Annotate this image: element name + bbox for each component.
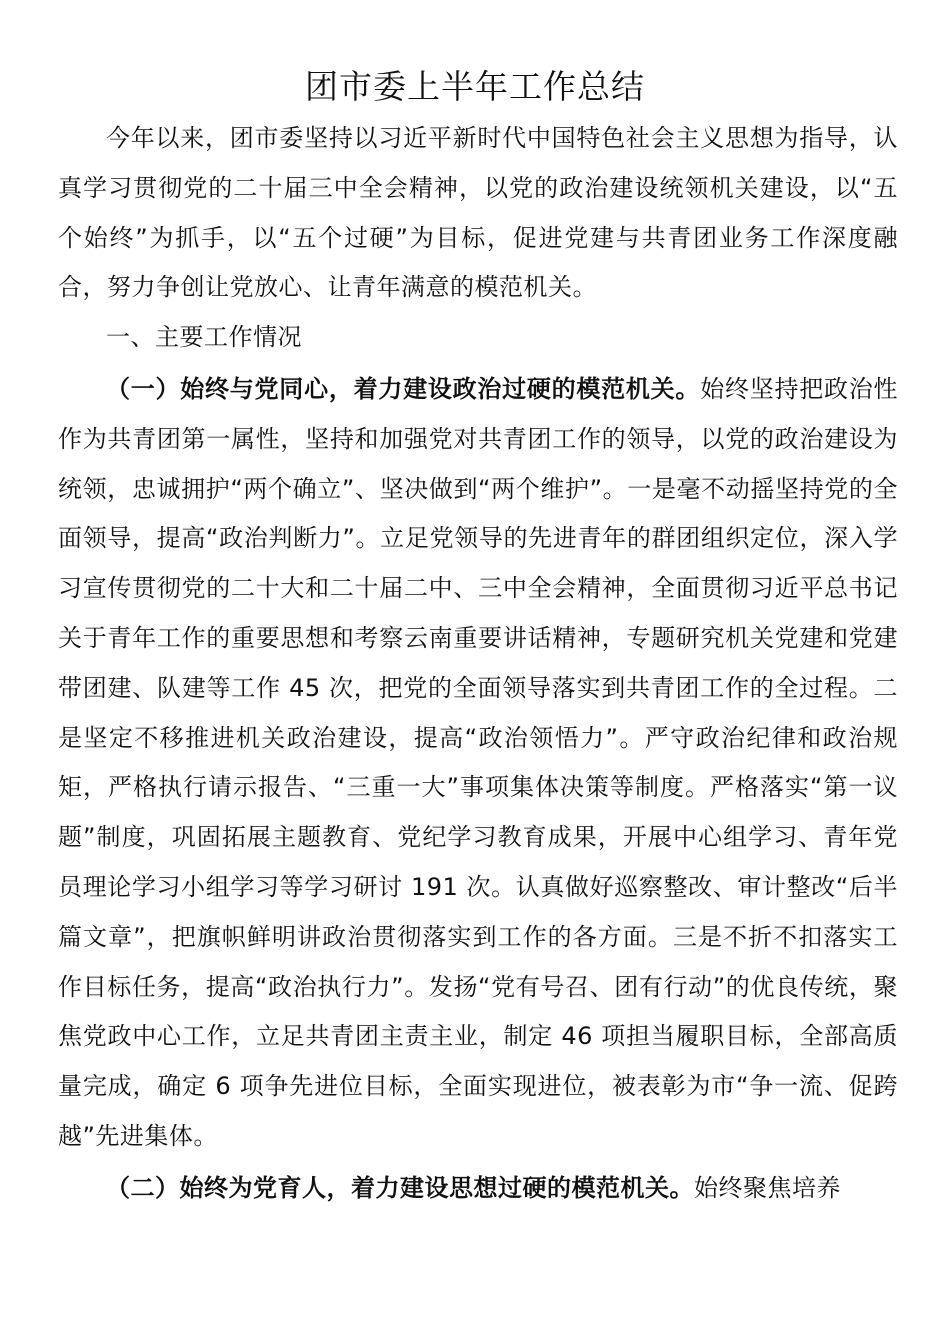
item-lead-2: （二）始终为党育人，着力建设思想过硬的模范机关。 bbox=[106, 1173, 694, 1202]
item-text-1: 始终坚持把政治性作为共青团第一属性，坚持和加强党对共青团工作的领导，以党的政治建设为统领，忠诚拥护“两个确立”、坚决做到“两个维护”。一是毫不动摇坚持党的全面领导，提高“政治判断力”。立足党领导的先进青年的群团组织定位，深入学习宣传贯彻党的二十大和二十届二中、三中全会精神，全面贯彻习近平总书记关于青年工作的重要思想和考察云南重要讲话精神，专题研究机关党建和党建带团建、队建等工作 45 次，把党的全面领导落实到共青团工作的全过程。二是坚定不移推进机关政治建设，提高“政治领悟力”。严守政治纪律和政治规矩，严格执行请示报告、“三重一大”事项集体决策等制度。严格落实“第一议题”制度，巩固拓展主题教育、党纪学习教育成果，开展中心组学习、青年党员理论学习小组学习等学习研讨 191 次。认真做好巡察整改、审计整改“后半篇文章”，把旗帜鲜明讲政治贯彻落实到工作的各方面。三是不折不扣落实工作目标任务，提高“政治执行力”。发扬“党有号召、团有行动”的优良传统，聚焦党政中心工作，立足共青团主责主业，制定 46 项担当履职目标，全部高质量完成，确定 6 项争先进位目标，全面实现进位，被表彰为市“争一流、促跨越”先进集体。 bbox=[58, 374, 899, 1150]
intro-paragraph: 今年以来，团市委坚持以习近平新时代中国特色社会主义思想为指导，认真学习贯彻党的二十届三中全会精神，以党的政治建设统领机关建设，以“五个始终”为抓手，以“五个过硬”为目标，促进党建与共青团业务工作深度融合，努力争创让党放心、让青年满意的模范机关。 bbox=[58, 124, 898, 302]
item-paragraph-1 bbox=[58, 365, 898, 1162]
item-text-2: 始终聚焦培养 bbox=[694, 1173, 841, 1202]
document-title: 团市委上半年工作总结 bbox=[305, 67, 645, 106]
item-paragraph-2 bbox=[58, 1164, 898, 1214]
document-body bbox=[58, 114, 898, 1214]
section-heading: 一、主要工作情况 bbox=[106, 323, 302, 352]
item-lead-1: （一）始终与党同心，着力建设政治过硬的模范机关。 bbox=[106, 374, 701, 403]
